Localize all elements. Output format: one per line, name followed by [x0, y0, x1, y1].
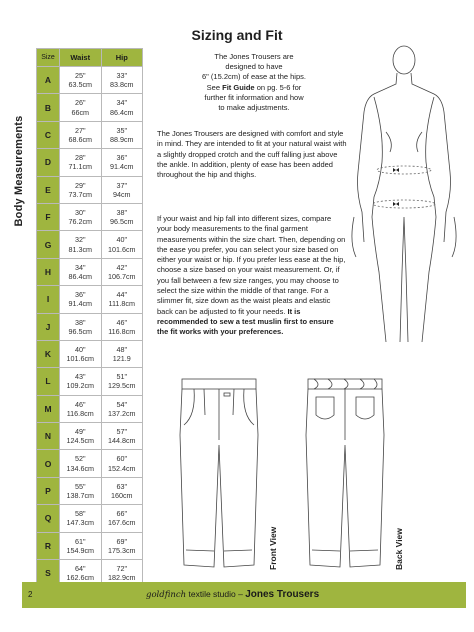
- hip-inches: 48": [116, 344, 128, 354]
- waist-cell: [60, 258, 102, 285]
- hip-cell: [101, 121, 143, 148]
- waist-cm: 154.9cm: [66, 545, 95, 555]
- waist-cm: 71.1cm: [68, 162, 93, 172]
- hip-cell: [101, 477, 143, 504]
- hip-cm: 129.5cm: [107, 381, 136, 391]
- waist-inches: 34": [74, 262, 86, 272]
- size-cell: P: [37, 477, 60, 504]
- hip-cell: [101, 505, 143, 532]
- table-row: [37, 532, 143, 559]
- size-rows: [37, 67, 143, 587]
- paragraph-fit: The Jones Trousers are designed with comfort and style in mind. They are intended to fit at your natural waist with a slightly dropped crotch and the cuff falling just above the ankle. In addition, plenty of ease has been added throughout the hip and thighs.: [157, 129, 347, 180]
- hip-cell: [101, 231, 143, 258]
- hip-cm: 83.8cm: [109, 80, 134, 90]
- hip-inches: 51": [116, 372, 128, 382]
- footer-brand: [146, 589, 319, 600]
- hip-cm: 106.7cm: [107, 271, 136, 281]
- waist-cell: [60, 395, 102, 422]
- hip-inches: 72": [116, 564, 128, 574]
- waist-cm: 73.7cm: [68, 189, 93, 199]
- hip-cm: 121.9: [112, 354, 131, 364]
- waist-inches: 38": [74, 317, 86, 327]
- hip-inches: 33": [116, 70, 128, 80]
- waist-cell: [60, 423, 102, 450]
- waist-inches: 61": [74, 536, 86, 546]
- waist-inches: 29": [74, 180, 86, 190]
- hip-inches: 54": [116, 399, 128, 409]
- waist-cm: 109.2cm: [66, 381, 95, 391]
- footer-bar: [22, 582, 466, 608]
- hip-cm: 160cm: [110, 491, 133, 501]
- size-cell: D: [37, 149, 60, 176]
- header-hip: Hip: [101, 49, 143, 67]
- table-row: [37, 231, 143, 258]
- table-row: [37, 94, 143, 121]
- hip-cell: [101, 340, 143, 367]
- size-cell: N: [37, 423, 60, 450]
- hip-inches: 37": [116, 180, 128, 190]
- waist-inches: 36": [74, 290, 86, 300]
- table-row: [37, 286, 143, 313]
- intro-line: designed to have: [225, 62, 283, 72]
- hip-inches: 42": [116, 262, 128, 272]
- hip-inches: 36": [116, 153, 128, 163]
- hip-cell: [101, 395, 143, 422]
- header-size: Size: [37, 49, 60, 67]
- waist-inches: 26": [74, 98, 86, 108]
- waist-cell: [60, 149, 102, 176]
- hip-inches: 34": [116, 98, 128, 108]
- side-label: Body Measurements: [13, 115, 25, 227]
- waist-cm: 63.5cm: [68, 80, 93, 90]
- hip-cell: [101, 176, 143, 203]
- hip-inches: 63": [116, 481, 128, 491]
- waist-cm: 147.3cm: [66, 518, 95, 528]
- table-row: [37, 121, 143, 148]
- table-row: [37, 505, 143, 532]
- waist-cm: 76.2cm: [68, 217, 93, 227]
- waist-inches: 40": [74, 344, 86, 354]
- waist-cell: [60, 505, 102, 532]
- hip-cm: 167.6cm: [107, 518, 136, 528]
- waist-cell: [60, 94, 102, 121]
- hip-cell: [101, 368, 143, 395]
- waist-cm: 86.4cm: [68, 271, 93, 281]
- size-cell: K: [37, 340, 60, 367]
- hip-cell: [101, 450, 143, 477]
- waist-cell: [60, 532, 102, 559]
- size-cell: O: [37, 450, 60, 477]
- waist-inches: 64": [74, 564, 86, 574]
- waist-cm: 116.8cm: [66, 408, 94, 418]
- waist-cm: 124.5cm: [66, 436, 95, 446]
- hip-cm: 144.8cm: [107, 436, 136, 446]
- waist-cell: [60, 368, 102, 395]
- hip-cm: 152.4cm: [107, 463, 136, 473]
- waist-inches: 58": [74, 509, 86, 519]
- hip-cm: 101.6cm: [107, 244, 136, 254]
- waist-cm: 91.4cm: [68, 299, 93, 309]
- size-cell: F: [37, 203, 60, 230]
- table-row: [37, 149, 143, 176]
- waist-cell: [60, 477, 102, 504]
- hip-cell: [101, 423, 143, 450]
- waist-cm: 138.7cm: [66, 491, 95, 501]
- intro-line: further fit information and how: [204, 92, 304, 102]
- waist-cell: [60, 313, 102, 340]
- hip-cm: 182.9cm: [107, 573, 136, 583]
- hip-inches: 44": [116, 290, 128, 300]
- waist-inches: 25": [74, 70, 86, 80]
- hip-cm: 94cm: [112, 189, 131, 199]
- page-number: 2: [28, 590, 33, 599]
- dress-form-figure-icon: [344, 42, 464, 352]
- hip-cell: [101, 203, 143, 230]
- table-row: [37, 423, 143, 450]
- waist-cell: [60, 67, 102, 94]
- size-cell: Q: [37, 505, 60, 532]
- intro-line: [184, 83, 324, 93]
- hip-cm: 111.8cm: [108, 299, 135, 309]
- waist-cell: [60, 121, 102, 148]
- waist-cell: [60, 231, 102, 258]
- waist-inches: 52": [74, 454, 86, 464]
- waist-inches: 55": [74, 481, 86, 491]
- table-row: [37, 203, 143, 230]
- waist-cm: 66cm: [71, 107, 90, 117]
- hip-cell: [101, 286, 143, 313]
- paragraph-bold: It is recommended to sew a test muslin first to ensure the fit works with your preferences.: [157, 306, 334, 337]
- back-view-label: Back View: [394, 528, 404, 570]
- waist-inches: 27": [74, 125, 86, 135]
- size-cell: R: [37, 532, 60, 559]
- size-cell: B: [37, 94, 60, 121]
- table-row: [37, 258, 143, 285]
- waist-inches: 30": [74, 207, 86, 217]
- hip-inches: 35": [116, 125, 128, 135]
- hip-cell: [101, 94, 143, 121]
- brand-text: textile studio –: [188, 589, 243, 599]
- hip-inches: 69": [116, 536, 128, 546]
- table-row: [37, 450, 143, 477]
- hip-inches: 38": [116, 207, 128, 217]
- size-cell: I: [37, 286, 60, 313]
- waist-cm: 134.6cm: [66, 463, 95, 473]
- hip-inches: 57": [116, 427, 128, 437]
- size-cell: A: [37, 67, 60, 94]
- front-trousers-icon: [174, 375, 264, 575]
- intro-pre: See: [206, 82, 223, 92]
- size-cell: J: [37, 313, 60, 340]
- product-name: Jones Trousers: [245, 589, 320, 600]
- size-cell: M: [37, 395, 60, 422]
- paragraph-size-selection: [157, 214, 347, 338]
- table-row: [37, 395, 143, 422]
- hip-inches: 60": [116, 454, 128, 464]
- waist-inches: 46": [74, 399, 86, 409]
- hip-cm: 96.5cm: [109, 217, 134, 227]
- hip-cell: [101, 149, 143, 176]
- hip-cm: 116.8cm: [108, 326, 136, 336]
- waist-inches: 43": [74, 372, 86, 382]
- size-chart-table: [36, 48, 143, 587]
- page-title: Sizing and Fit: [191, 27, 283, 43]
- waist-inches: 49": [74, 427, 86, 437]
- size-cell: G: [37, 231, 60, 258]
- intro-line: to make adjustments.: [218, 103, 290, 113]
- hip-inches: 66": [116, 509, 128, 519]
- header-waist: Waist: [60, 49, 102, 67]
- hip-cm: 88.9cm: [109, 134, 134, 144]
- hip-cm: 137.2cm: [107, 408, 136, 418]
- hip-inches: 40": [116, 235, 128, 245]
- waist-inches: 28": [74, 153, 86, 163]
- table-row: [37, 477, 143, 504]
- table-row: [37, 340, 143, 367]
- hip-cell: [101, 258, 143, 285]
- intro-text: [184, 52, 324, 113]
- hip-cm: 86.4cm: [109, 107, 134, 117]
- brand-script: goldfinch: [146, 590, 187, 600]
- table-row: [37, 368, 143, 395]
- hip-cell: [101, 532, 143, 559]
- waist-cell: [60, 450, 102, 477]
- waist-inches: 32": [74, 235, 86, 245]
- fit-guide-reference: Fit Guide: [222, 82, 255, 92]
- front-view-label: Front View: [268, 526, 278, 570]
- size-cell: C: [37, 121, 60, 148]
- size-cell: S: [37, 560, 60, 587]
- hip-cell: [101, 313, 143, 340]
- size-cell: H: [37, 258, 60, 285]
- waist-cm: 81.3cm: [68, 244, 93, 254]
- intro-line: 6" (15.2cm) of ease at the hips.: [202, 72, 306, 82]
- waist-cell: [60, 203, 102, 230]
- size-cell: L: [37, 368, 60, 395]
- back-trousers-icon: [300, 375, 390, 575]
- hip-cell: [101, 67, 143, 94]
- waist-cm: 162.6cm: [66, 573, 95, 583]
- waist-cm: 96.5cm: [68, 326, 93, 336]
- intro-post: on pg. 5-6 for: [254, 82, 302, 92]
- hip-inches: 46": [116, 317, 128, 327]
- waist-cm: 101.6cm: [66, 354, 95, 364]
- waist-cm: 68.6cm: [68, 134, 93, 144]
- waist-cell: [60, 286, 102, 313]
- intro-line: The Jones Trousers are: [214, 52, 294, 61]
- paragraph-text: If your waist and hip fall into different sizes, compare your body measurements to the final garment measurements within the size chart. Then, depending on the ease you prefer, you can select your size based on either your waist or hip. If you prefer less ease at the hip, choose a size based on your waist measurement. Or, if you fall between a few size ranges, you may choose to select the size within the middle of that range. For a slimmer fit, size down as the waist pleats and elastic back can be adjusted to fit your needs.: [157, 214, 346, 316]
- hip-cm: 91.4cm: [109, 162, 134, 172]
- table-row: [37, 67, 143, 94]
- hip-cm: 175.3cm: [107, 545, 136, 555]
- size-cell: E: [37, 176, 60, 203]
- table-row: [37, 176, 143, 203]
- waist-cell: [60, 340, 102, 367]
- waist-cell: [60, 176, 102, 203]
- table-row: [37, 313, 143, 340]
